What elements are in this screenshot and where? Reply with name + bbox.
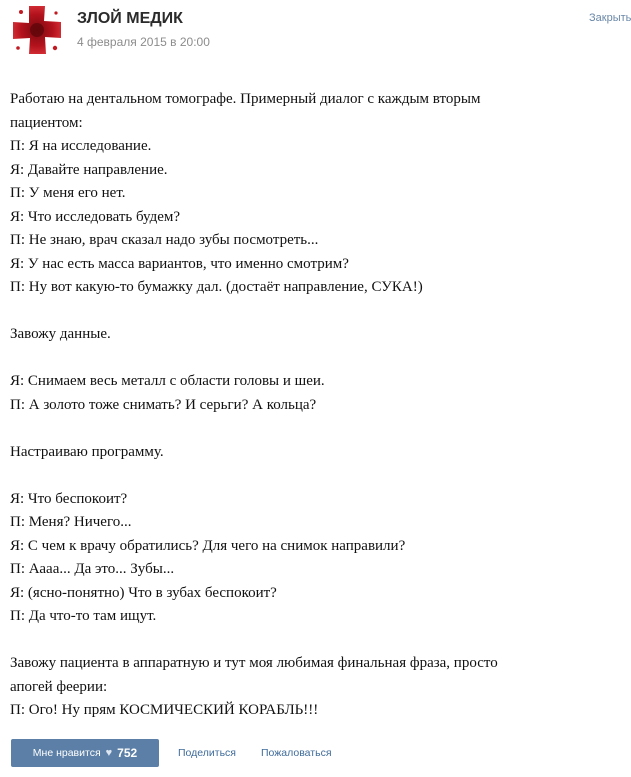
post-line: П: Ну вот какую-то бумажку дал. (достаёт направление, СУКА!) [10,279,423,295]
post-text [10,88,610,723]
post-line: П: А золото тоже снимать? И серьги? А кольца? [10,396,317,413]
post-line: П: Я на исследование. [10,138,152,154]
post-line: П: Меня? Ничего... [10,514,132,530]
post-header [0,0,631,68]
post-line: П: Аааа... Да это... Зубы... [10,561,175,577]
post-line: Я: У нас есть масса вариантов, что именно смотрим? [10,255,349,272]
post-line: П: Не знаю, врач сказал надо зубы посмотреть... [10,232,319,248]
post-line: Я: Что исследовать будем? [10,208,181,225]
post-line: Я: (ясно-понятно) Что в зубах беспокоит? [10,584,277,601]
like-count: 752 [117,746,138,760]
post-line: апогей феерии: [10,678,108,695]
post-line: Я: Что беспокоит? [10,490,128,507]
post-line [10,347,610,371]
like-label: Мне нравится [32,747,101,759]
red-cross-logo-icon [11,4,63,56]
report-link[interactable]: Пожаловаться [261,747,332,759]
post-line [10,300,610,324]
close-link[interactable]: Закрыть [589,12,631,24]
post-line: Завожу данные. [10,326,111,342]
post-line: П: У меня его нет. [10,185,126,201]
like-button[interactable] [11,739,159,767]
post-line: Я: Снимаем весь металл с области головы и шеи. [10,373,325,389]
post-footer [0,736,620,777]
post-line: П: Да что-то там ищут. [10,608,157,624]
post-line [10,629,610,653]
post-line: Работаю на дентальном томографе. Примерный диалог с каждым вторым [10,91,481,107]
post-line: Я: Давайте направление. [10,161,168,178]
heart-icon: ♥ [105,746,113,759]
post-line: Настраиваю программу. [10,443,164,460]
post-date[interactable]: 4 февраля 2015 в 20:00 [77,35,210,49]
share-link[interactable]: Поделиться [178,747,236,759]
avatar[interactable] [11,4,63,56]
post-line: П: Ого! Ну прям КОСМИЧЕСКИЙ КОРАБЛЬ!!! [10,702,319,718]
post-line [10,417,610,441]
post-line: пациентом: [10,114,83,131]
post-line: Завожу пациента в аппаратную и тут моя любимая финальная фраза, просто [10,655,498,671]
author-name[interactable]: ЗЛОЙ МЕДИК [77,10,183,27]
post-line: Я: С чем к врачу обратились? Для чего на снимок направили? [10,537,406,554]
post-line [10,464,610,488]
